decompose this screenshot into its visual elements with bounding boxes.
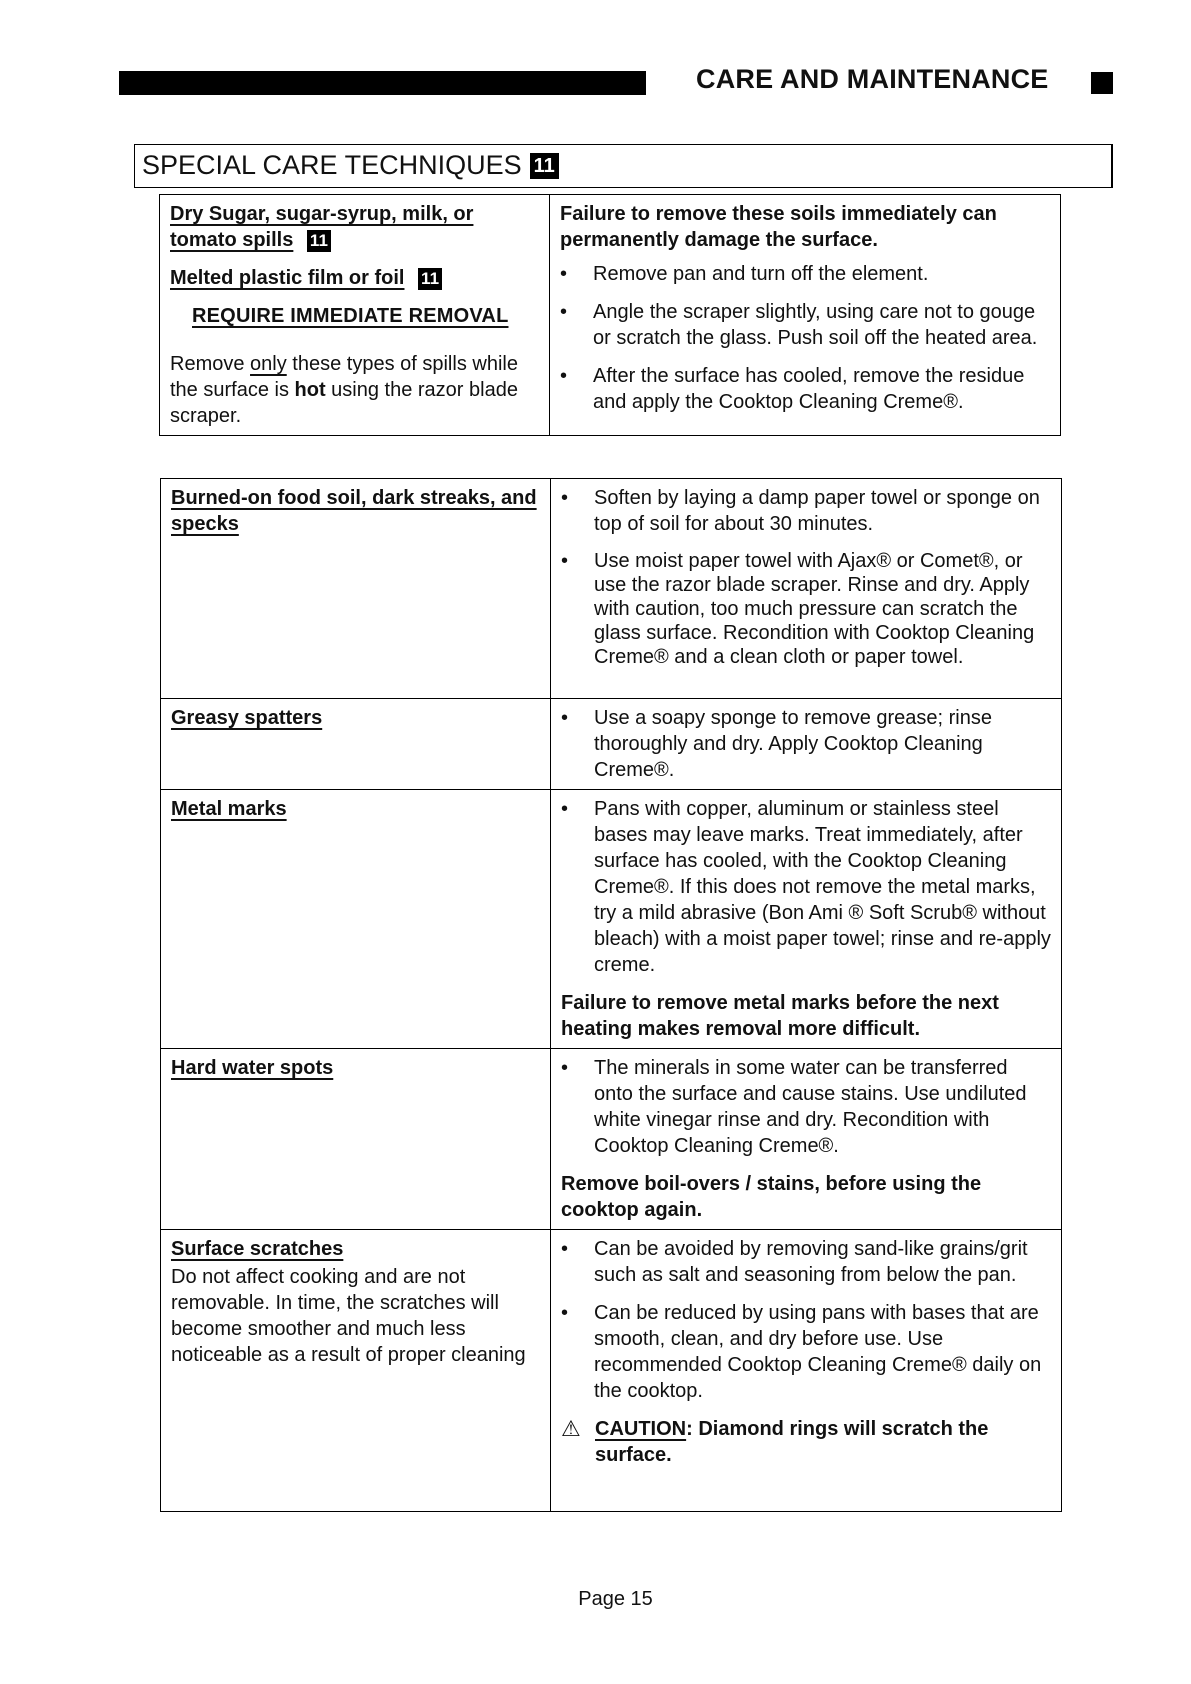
note-text: only [250, 353, 287, 375]
bullet-item: • The minerals in some water can be transferred onto the surface and cause stains. Use undiluted white vinegar rinse and dry. Recondition with Cooktop Cleaning Creme®. [561, 1055, 1051, 1159]
bullet-list [561, 1236, 1051, 1404]
bullet-list [561, 705, 1051, 783]
left-cell [161, 1230, 551, 1512]
table-row [161, 1049, 1062, 1230]
right-cell [551, 1230, 1062, 1512]
spill-note [170, 351, 539, 429]
right-cell [551, 1049, 1062, 1230]
care-table-immediate [159, 194, 1061, 436]
badge: 11 [307, 230, 331, 252]
left-cell [160, 195, 550, 436]
caution-label: CAUTION [595, 1418, 687, 1440]
caution-note [561, 1416, 1051, 1468]
bullet-list [560, 261, 1050, 415]
right-cell [551, 479, 1062, 699]
section-title [142, 150, 559, 181]
note-text: Remove [170, 353, 251, 375]
right-cell [550, 195, 1061, 436]
table-row [160, 195, 1061, 436]
bullet-item: • Soften by laying a damp paper towel or sponge on top of soil for about 30 minutes. [561, 485, 1051, 537]
require-removal: REQUIRE IMMEDIATE REMOVAL [192, 305, 509, 327]
row-note: Failure to remove metal marks before the next heating makes removal more difficult. [561, 992, 999, 1040]
left-cell [161, 699, 551, 790]
bullet-list [561, 796, 1051, 978]
right-cell [551, 790, 1062, 1049]
table-row [161, 1230, 1062, 1512]
caution-text [595, 1416, 1051, 1468]
bullet-item: • Can be avoided by removing sand-like grains/grit such as salt and seasoning from below the pan. [561, 1236, 1051, 1288]
spill-heading-b [170, 265, 539, 291]
note-text: these types of spills while the surface is [170, 353, 518, 401]
row-note: Remove boil-overs / stains, before using the cooktop again. [561, 1173, 982, 1221]
table-row [161, 790, 1062, 1049]
warning-icon: ⚠ [561, 1416, 581, 1441]
note-text: using the razor blade scraper. [170, 379, 518, 427]
section-badge: 11 [530, 153, 559, 179]
bullet-item: • After the surface has cooled, remove the residue and apply the Cooktop Cleaning Creme®. [560, 363, 1050, 415]
note-text: hot [294, 379, 326, 401]
caution-body: : Diamond rings will scratch the surface. [595, 1418, 989, 1466]
badge: 11 [418, 268, 442, 290]
page-number: Page 15 [578, 1588, 653, 1610]
table-row [161, 699, 1062, 790]
section-title-text: SPECIAL CARE TECHNIQUES [142, 150, 522, 180]
bullet-item: • Use a soapy sponge to remove grease; rinse thoroughly and dry. Apply Cooktop Cleaning Creme®. [561, 705, 1051, 783]
bullet-item: • Use moist paper towel with Ajax® or Comet®, or use the razor blade scraper. Rinse and dry. Apply with caution, too much pressure can scratch the glass surface. Recondition with Cooktop Cleaning Creme® and a clean cloth or paper towel. [561, 549, 1051, 669]
left-cell [161, 479, 551, 699]
left-cell [161, 790, 551, 1049]
bullet-list [561, 1055, 1051, 1159]
header-square [1091, 72, 1113, 94]
row-heading: Burned-on food soil, dark streaks, and specks [171, 487, 537, 535]
care-table-soils [160, 478, 1062, 1512]
bullet-item: • Remove pan and turn off the element. [560, 261, 1050, 287]
table-row [161, 479, 1062, 699]
header-bar [119, 71, 646, 95]
row-heading: Hard water spots [171, 1057, 334, 1079]
bullet-item: • Can be reduced by using pans with bases that are smooth, clean, and dry before use. Use recommended Cooktop Cleaning Creme® daily on the cooktop. [561, 1300, 1051, 1404]
bullet-list [561, 485, 1051, 669]
right-cell [551, 699, 1062, 790]
spill-heading-a [170, 201, 539, 253]
bullet-item: • Pans with copper, aluminum or stainless steel bases may leave marks. Treat immediately, after surface has cooled, with the Cooktop Cleaning Creme®. If this does not remove the metal marks, try a mild abrasive (Bon Ami ® Soft Scrub® without bleach) with a moist paper towel; rinse and re-apply creme. [561, 796, 1051, 978]
row-heading: Metal marks [171, 798, 287, 820]
spill-heading-b-text: Melted plastic film or foil [170, 267, 405, 289]
spill-heading-a-text: Dry Sugar, sugar-syrup, milk, or tomato spills [170, 203, 474, 251]
warning-text: Failure to remove these soils immediately can permanently damage the surface. [560, 203, 997, 251]
row-heading: Greasy spatters [171, 707, 323, 729]
row-subtext: Do not affect cooking and are not removable. In time, the scratches will become smoother and much less noticeable as a result of proper cleaning [171, 1266, 526, 1366]
row-heading: Surface scratches [171, 1238, 344, 1260]
left-cell [161, 1049, 551, 1230]
bullet-item: • Angle the scraper slightly, using care not to gouge or scratch the glass. Push soil off the heated area. [560, 299, 1050, 351]
header-title: CARE AND MAINTENANCE [696, 64, 1049, 94]
